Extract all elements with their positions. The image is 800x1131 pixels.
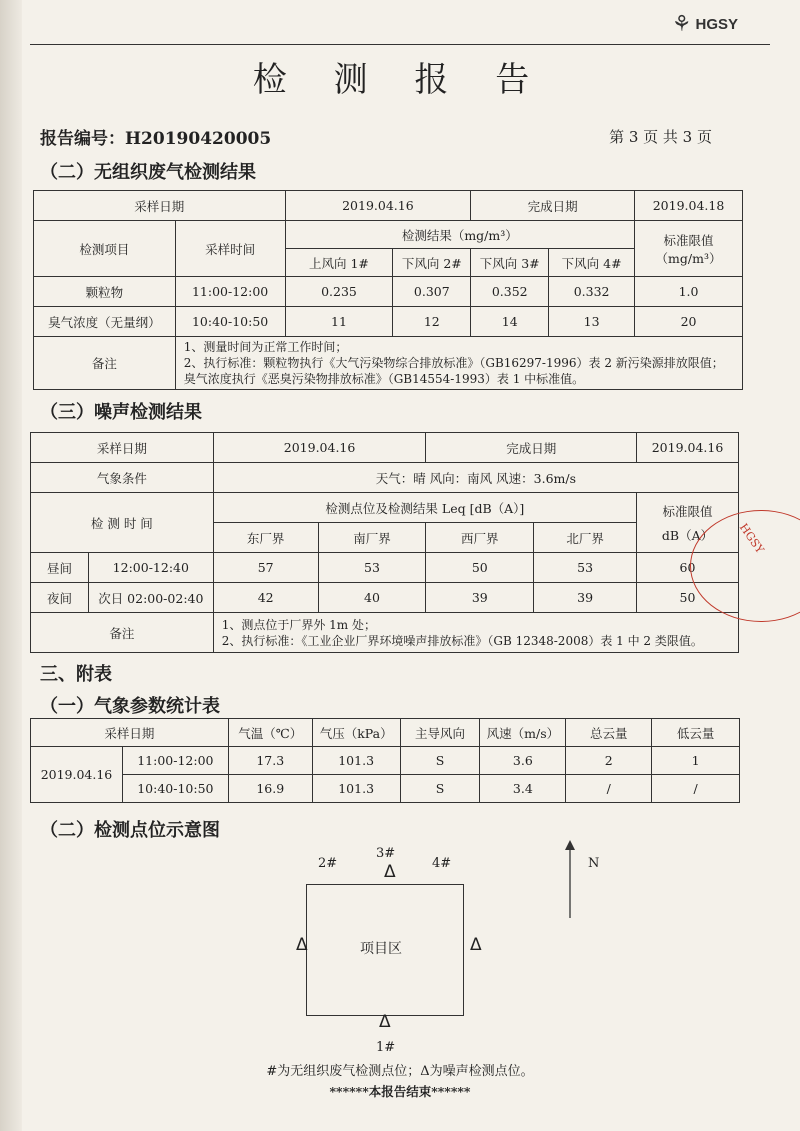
note-line: 1、测量时间为正常工作时间； [183, 340, 348, 354]
report-end-line: ******本报告结束****** [329, 1084, 471, 1099]
row-value: S [400, 747, 480, 775]
done-date-value: 2019.04.18 [635, 191, 743, 221]
noise-marker-south-icon: Δ [379, 1012, 391, 1032]
col-header: 风速（m/s） [480, 719, 566, 747]
gas-results-table [33, 190, 743, 390]
col-header: 北厂界 [534, 523, 637, 553]
report-number: 报告编号：H20190420005 [40, 129, 272, 149]
row-value: 3.6 [480, 747, 566, 775]
col-header: 下风向 2# [393, 249, 471, 277]
row-value: 101.3 [312, 747, 400, 775]
row-value: 0.235 [285, 277, 393, 307]
row-value: 3.4 [480, 775, 566, 803]
col-header: 下风向 3# [471, 249, 549, 277]
weather-value: 天气：晴 风向：南风 风速：3.6m/s [213, 463, 738, 493]
appendix-weather-title: （一）气象参数统计表 [40, 696, 220, 717]
time-header: 检 测 时 间 [31, 493, 214, 553]
logo-text: HGSY [695, 16, 738, 33]
table-row [34, 307, 743, 337]
sample-date-label: 采样日期 [31, 433, 214, 463]
noise-marker-west-icon: Δ [296, 935, 308, 955]
diagram-legend: #为无组织废气检测点位；Δ为噪声检测点位。 [266, 1064, 534, 1079]
col-header: 西厂界 [426, 523, 534, 553]
point-3-label: 3# [376, 846, 396, 861]
note-line: 臭气浓度执行《恶臭污染物排放标准》（GB14554-1993）表 1 中标准值。 [183, 372, 585, 386]
row-value: 16.9 [228, 775, 312, 803]
row-value: 17.3 [228, 747, 312, 775]
item-header: 检测项目 [34, 221, 176, 277]
sample-date-value: 2019.04.16 [285, 191, 471, 221]
col-header: 气压（kPa） [312, 719, 400, 747]
row-time: 10:40-10:50 [175, 307, 285, 337]
row-value: 42 [213, 583, 318, 613]
limit-unit: dB（A） [661, 527, 714, 543]
col-header: 低云量 [652, 719, 740, 747]
noise-marker-north-icon: Δ [384, 862, 396, 882]
row-value: 39 [426, 583, 534, 613]
note-line: 2、执行标准：《工业企业厂界环境噪声排放标准》（GB 12348-2008）表 1 中 2 类限值。 [221, 633, 703, 648]
row-period: 夜间 [31, 583, 89, 613]
table-row [31, 583, 739, 613]
done-date-value: 2019.04.16 [637, 433, 739, 463]
row-value: 0.307 [393, 277, 471, 307]
north-label: N [588, 856, 600, 871]
row-value: 39 [534, 583, 637, 613]
done-date-label: 完成日期 [471, 191, 635, 221]
noise-marker-east-icon: Δ [470, 935, 482, 955]
weather-label: 气象条件 [31, 463, 214, 493]
row-value: 11 [285, 307, 393, 337]
row-limit: 60 [637, 553, 739, 583]
done-date-label: 完成日期 [426, 433, 637, 463]
col-header: 南厂界 [318, 523, 426, 553]
row-value: S [400, 775, 480, 803]
note-label: 备注 [34, 337, 176, 390]
row-value: 0.352 [471, 277, 549, 307]
row-value: 0.332 [549, 277, 635, 307]
north-arrow-icon [560, 840, 580, 920]
point-4-label: 4# [432, 856, 452, 871]
row-time: 11:00-12:00 [175, 277, 285, 307]
time-header: 采样时间 [175, 221, 285, 277]
note-content [213, 613, 738, 653]
row-value: 50 [426, 553, 534, 583]
section-noise-title: （三）噪声检测结果 [40, 402, 202, 423]
result-header: 检测点位及检测结果 Leq [dB（A）] [213, 493, 636, 523]
result-header: 检测结果（mg/m³） [285, 221, 634, 249]
row-limit: 50 [637, 583, 739, 613]
col-header: 下风向 4# [549, 249, 635, 277]
row-period: 昼间 [31, 553, 89, 583]
limit-label: 标准限值 [662, 503, 713, 519]
note-label: 备注 [31, 613, 214, 653]
point-1-label: 1# [376, 1040, 396, 1055]
row-value: 53 [534, 553, 637, 583]
row-item: 颗粒物 [34, 277, 176, 307]
row-value: 12 [393, 307, 471, 337]
table-row [31, 747, 740, 775]
report-title: 检 测 报 告 [252, 60, 548, 100]
row-limit: 20 [635, 307, 743, 337]
col-header: 上风向 1# [285, 249, 393, 277]
row-time: 12:00-12:40 [88, 553, 213, 583]
col-header: 东厂界 [213, 523, 318, 553]
row-limit: 1.0 [635, 277, 743, 307]
weather-table [30, 718, 740, 803]
row-date: 2019.04.16 [31, 747, 123, 803]
col-header: 采样日期 [31, 719, 229, 747]
row-value: 53 [318, 553, 426, 583]
limit-header: 标准限值（mg/m³） [635, 221, 743, 277]
row-value: 101.3 [312, 775, 400, 803]
row-value: 2 [566, 747, 652, 775]
row-value: 40 [318, 583, 426, 613]
row-value: 14 [471, 307, 549, 337]
row-value: / [566, 775, 652, 803]
project-area-label: 项目区 [360, 941, 402, 957]
sample-date-label: 采样日期 [34, 191, 286, 221]
page-edge-shadow [0, 0, 22, 1131]
page-info: 第 3 页 共 3 页 [609, 128, 712, 146]
note-line: 1、测点位于厂界外 1m 处； [221, 617, 376, 632]
table-row [34, 277, 743, 307]
table-row [31, 553, 739, 583]
row-time: 10:40-10:50 [122, 775, 228, 803]
row-value: / [652, 775, 740, 803]
row-value: 57 [213, 553, 318, 583]
appendix-title: 三、附表 [40, 664, 112, 685]
section-gas-title: （二）无组织废气检测结果 [40, 162, 256, 183]
row-time: 次日 02:00-02:40 [88, 583, 213, 613]
noise-results-table [30, 432, 739, 653]
row-value: 13 [549, 307, 635, 337]
table-row [31, 775, 740, 803]
company-logo [672, 12, 738, 37]
col-header: 气温（℃） [228, 719, 312, 747]
appendix-diagram-title: （二）检测点位示意图 [40, 820, 220, 841]
point-2-label: 2# [318, 856, 338, 871]
col-header: 总云量 [566, 719, 652, 747]
sample-date-value: 2019.04.16 [213, 433, 426, 463]
header-rule [30, 44, 770, 45]
logo-mark-icon: ⚘ [671, 12, 692, 37]
row-value: 1 [652, 747, 740, 775]
seal-text: HGSY [736, 521, 767, 556]
note-line: 2、执行标准：颗粒物执行《大气污染物综合排放标准》（GB16297-1996）表 2 新污染源排放限值； [183, 356, 724, 370]
col-header: 主导风向 [400, 719, 480, 747]
row-item: 臭气浓度（无量纲） [34, 307, 176, 337]
note-content [175, 337, 742, 390]
row-time: 11:00-12:00 [122, 747, 228, 775]
